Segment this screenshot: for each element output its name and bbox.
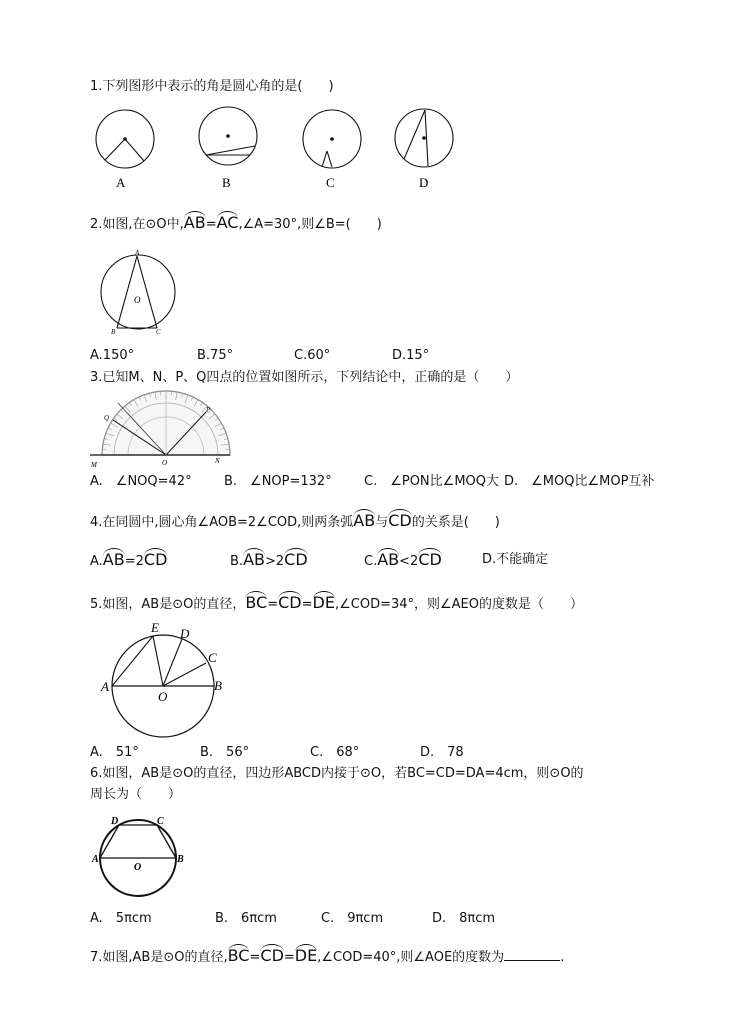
- q3-label-q: Q: [104, 414, 110, 422]
- q5-option-d: D. 78: [420, 745, 464, 760]
- q5-label-o: O: [158, 689, 168, 704]
- q6-option-a: A. 5πcm: [90, 911, 152, 926]
- q2-stem: 2.如图,在⊙O中,AB=AC,∠A=30°,则∠B=( ): [90, 213, 382, 232]
- q3-label-m: M: [91, 461, 97, 469]
- q4-stem: 4.在同圆中,圆心角∠AOB=2∠COD,则两条弧AB与CD的关系是( ): [90, 511, 500, 530]
- q2-label-o: O: [134, 295, 141, 305]
- q2-label-a: A: [135, 249, 140, 257]
- q5-label-b: B: [214, 678, 222, 693]
- q1-label-c: C: [326, 175, 335, 190]
- q5-label-c: C: [208, 650, 217, 665]
- q3-label-n: N: [215, 457, 220, 465]
- arc-ab: AB: [183, 213, 206, 232]
- q5-stem: 5.如图，AB是⊙O的直径，BC=CD=DE,∠COD=34°，则∠AEO的度数是（ ）: [90, 593, 584, 612]
- q2-option-c: C.60°: [294, 348, 331, 363]
- arc-ab: AB: [353, 511, 376, 530]
- q3-option-d: D. ∠MOQ比∠MOP互补: [504, 474, 655, 489]
- arc-bc: BC: [227, 946, 250, 965]
- q6-stem-line1: 6.如图，AB是⊙O的直径，四边形ABCD内接于⊙O，若BC=CD=DA=4cm，则⊙O的: [90, 766, 584, 781]
- q3-label-p: P: [206, 406, 211, 414]
- q6-option-b: B. 6πcm: [215, 911, 277, 926]
- q2-label-c: C: [156, 328, 161, 336]
- arc-de: DE: [294, 946, 318, 965]
- arc-bc: BC: [245, 593, 268, 612]
- q4-option-c: C.AB<2CD: [364, 550, 442, 569]
- arc-cd: CD: [388, 511, 412, 530]
- q6-label-d: D: [111, 816, 119, 827]
- q5-label-a: A: [101, 679, 109, 694]
- arc-cd: CD: [260, 946, 284, 965]
- q4-option-d: D.不能确定: [482, 552, 549, 567]
- q1-label-a: A: [116, 175, 126, 190]
- q4-option-b: B.AB>2CD: [230, 550, 308, 569]
- q5-option-a: A. 51°: [90, 745, 139, 760]
- q5-option-c: C. 68°: [310, 745, 360, 760]
- arc-ac: AC: [216, 213, 239, 232]
- q2-label-b: B: [111, 328, 116, 336]
- q7-stem: 7.如图,AB是⊙O的直径,BC=CD=DE,∠COD=40°,则∠AOE的度数为 .: [90, 946, 565, 965]
- q6-label-o: O: [134, 862, 142, 873]
- q1-label-d: D: [419, 175, 429, 190]
- q2-option-d: D.15°: [392, 348, 430, 363]
- q2-option-b: B.75°: [197, 348, 234, 363]
- q3-option-b: B. ∠NOP=132°: [224, 474, 332, 489]
- q3-option-a: A. ∠NOQ=42°: [90, 474, 192, 489]
- q3-label-o: O: [162, 459, 168, 467]
- q6-option-c: C. 9πcm: [321, 911, 384, 926]
- q3-stem: 3.已知M、N、P、Q四点的位置如图所示，下列结论中，正确的是（ ）: [90, 370, 519, 385]
- q4-option-a: A.AB=2CD: [90, 550, 168, 569]
- q6-label-c: C: [157, 816, 164, 827]
- q2-option-a: A.150°: [90, 348, 135, 363]
- q6-option-d: D. 8πcm: [432, 911, 496, 926]
- q6-label-a: A: [92, 854, 99, 865]
- q5-label-e: E: [151, 620, 159, 635]
- q5-label-d: D: [180, 626, 190, 641]
- answer-blank: [504, 948, 560, 961]
- q1-label-b: B: [222, 175, 231, 190]
- arc-de: DE: [312, 593, 335, 612]
- arc-cd: CD: [278, 593, 302, 612]
- q3-option-c: C. ∠PON比∠MOQ大: [364, 474, 499, 489]
- q5-option-b: B. 56°: [200, 745, 250, 760]
- q6-stem-line2: 周长为（ ）: [90, 787, 182, 802]
- q1-stem: 1.下列图形中表示的角是圆心角的是( ): [90, 79, 334, 94]
- q6-label-b: B: [177, 854, 184, 865]
